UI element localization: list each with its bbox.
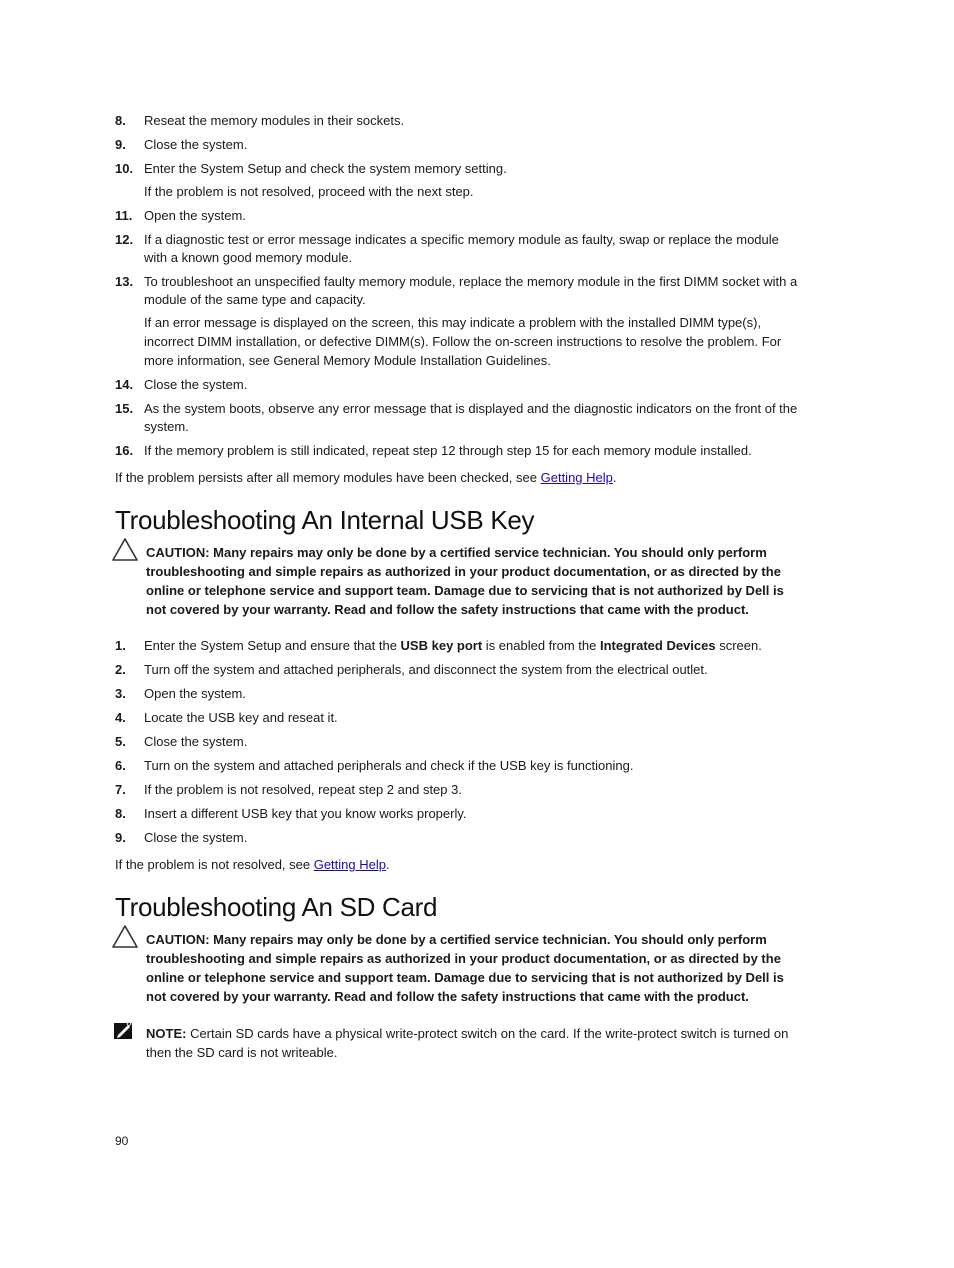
memory-steps-list bbox=[115, 112, 805, 460]
usb-steps-list bbox=[115, 637, 805, 847]
step-subtext: If an error message is displayed on the screen, this may indicate a problem with the installed DIMM type(s), incorrect DIMM installation, or defective DIMM(s). Follow the on-screen instructions to resolve the problem. For more information, see General Memory Module Installation Guidelines. bbox=[144, 315, 782, 368]
caution-triangle-icon bbox=[111, 924, 139, 955]
list-item: 16. If the memory problem is still indicated, repeat step 12 through step 15 for each memory module installed. bbox=[115, 443, 752, 458]
integrated-devices-label: Integrated Devices bbox=[599, 638, 716, 653]
memory-footer-paragraph: If the problem persists after all memory modules have been checked, see Getting Help. bbox=[115, 470, 617, 485]
list-item: 4. Locate the USB key and reseat it. bbox=[115, 710, 338, 725]
page-content bbox=[115, 112, 805, 1080]
list-item: 6. Turn on the system and attached peripherals and check if the USB key is functioning. bbox=[115, 758, 634, 773]
pencil-note-icon bbox=[111, 1018, 135, 1047]
sd-section-heading: Troubleshooting An SD Card bbox=[115, 892, 438, 922]
list-item: 1. Enter the System Setup and ensure that the USB key port is enabled from the Integrated Devices screen. bbox=[115, 638, 762, 653]
caution-triangle-icon bbox=[111, 537, 139, 568]
list-item: 2. Turn off the system and attached peripherals, and disconnect the system from the electrical outlet. bbox=[115, 662, 708, 677]
caution-notice bbox=[115, 543, 805, 619]
usb-footer-paragraph: If the problem is not resolved, see Getting Help. bbox=[115, 857, 390, 872]
list-item: 7. If the problem is not resolved, repeat step 2 and step 3. bbox=[115, 782, 462, 797]
page-number: 90 bbox=[115, 1134, 129, 1148]
usb-section-heading: Troubleshooting An Internal USB Key bbox=[115, 505, 535, 535]
caution-text: CAUTION: Many repairs may only be done by a certified service technician. You should only perform troubleshooting and simple repairs as authorized in your product documentation, or as directed by the online or telephone service and support team. Damage due to servicing that is not authorized by Dell is not covered by your warranty. Read and follow the safety instructions that came with the product. bbox=[146, 545, 784, 617]
getting-help-link[interactable]: Getting Help bbox=[540, 470, 613, 485]
getting-help-link[interactable]: Getting Help bbox=[313, 857, 386, 872]
list-item: 9. Close the system. bbox=[115, 137, 248, 152]
note-label: NOTE: bbox=[146, 1026, 187, 1041]
list-item: 12. If a diagnostic test or error message indicates a specific memory module as faulty, swap or replace the module with a known good memory module. bbox=[115, 232, 779, 265]
list-item: 10. Enter the System Setup and check the system memory setting. If the problem is not resolved, proceed with the next step. bbox=[115, 160, 805, 201]
note-notice bbox=[115, 1024, 805, 1062]
list-item: 8. Reseat the memory modules in their sockets. bbox=[115, 113, 405, 128]
list-item: 5. Close the system. bbox=[115, 734, 248, 749]
list-item: 3. Open the system. bbox=[115, 686, 246, 701]
usb-key-port-label: USB key port bbox=[400, 638, 483, 653]
list-item: 11. Open the system. bbox=[115, 208, 246, 223]
list-item: 8. Insert a different USB key that you know works properly. bbox=[115, 806, 467, 821]
list-item: 9. Close the system. bbox=[115, 830, 248, 845]
note-text: Certain SD cards have a physical write-protect switch on the card. If the write-protect switch is turned on then the SD card is not writeable. bbox=[146, 1026, 789, 1060]
caution-text: CAUTION: Many repairs may only be done by a certified service technician. You should only perform troubleshooting and simple repairs as authorized in your product documentation, or as directed by the online or telephone service and support team. Damage due to servicing that is not authorized by Dell is not covered by your warranty. Read and follow the safety instructions that came with the product. bbox=[146, 932, 784, 1004]
step-subtext: If the problem is not resolved, proceed with the next step. bbox=[144, 184, 474, 199]
list-item: 13. To troubleshoot an unspecified faulty memory module, replace the memory module in the first DIMM socket with a module of the same type and capacity. If an error message is displayed on the screen, this may indicate a problem with the installed DIMM type(s), incorrect DIMM installation, or defective DIMM(s). Follow the on-screen instructions to resolve the problem. For more information, see General Memory Module Installation Guidelines. bbox=[115, 273, 805, 370]
list-item: 15. As the system boots, observe any error message that is displayed and the diagnostic indicators on the front of the system. bbox=[115, 401, 798, 434]
list-item: 14. Close the system. bbox=[115, 377, 248, 392]
caution-notice bbox=[115, 930, 805, 1006]
